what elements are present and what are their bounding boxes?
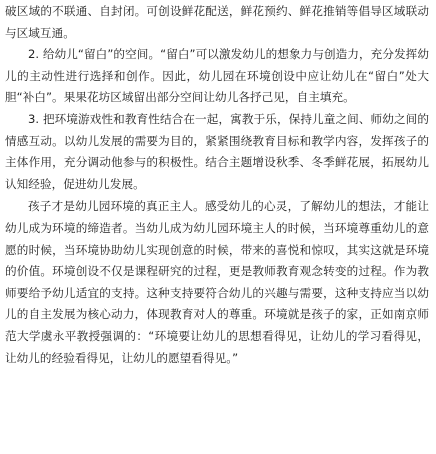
- paragraph-children-as-owners: 孩子才是幼儿园环境的真正主人。感受幼儿的心灵，了解幼儿的想法，才能让幼儿成为环境的缔造者。当幼儿成为幼儿园环境主人的时候，当环境尊重幼儿的意愿的时候，当环境协助幼儿实现创意的时候，带来的喜悦和惊叹，其实这就是环境的价值。环境创设不仅是课程研究的过程，更是教师教育观念转变的过程。作为教师要给予幼儿适宜的支持。这种支持要符合幼儿的兴趣与需要，这种支持应当以幼儿的自主发展为核心动力，体现教育对人的尊重。环境就是孩子的家，正如南京师范大学虞永平教授强调的：“环境要让幼儿的思想看得见，让幼儿的学习看得见，让幼儿的经验看得见，让幼儿的愿望看得见。”: [5, 199, 429, 365]
- paragraph-item-2-blank-space: 2. 给幼儿“留白”的空间。“留白”可以激发幼儿的想象力与创造力，充分发挥幼儿的主动性进行选择和创作。因此，幼儿园在环境创设中应让幼儿在“留白”处大胆“补白”。果果花坊区域留出部分空间让幼儿各抒己见，自主填充。: [5, 47, 429, 105]
- paragraph-item-3-play-and-education: 3. 把环境游戏性和教育性结合在一起，寓教于乐，保持儿童之间、师幼之间的情感互动。以幼儿发展的需要为目的，紧紧围绕教育目标和教学内容，发挥孩子的主体作用，充分调动他参与的积极性。结合主题增设秋季、冬季鲜花展，拓展幼儿认知经验，促进幼儿发展。: [5, 111, 429, 191]
- paragraph-continuation: 破区域的不联通、自封闭。可创设鲜花配送，鲜花预约、鲜花推销等倡导区域联动与区域互通。: [5, 4, 429, 40]
